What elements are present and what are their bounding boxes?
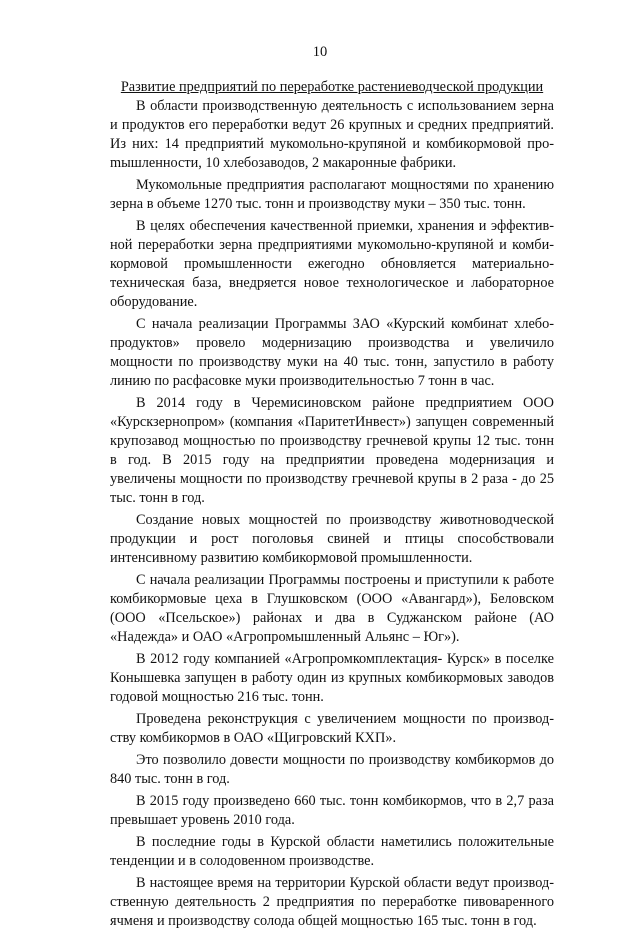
paragraph-buckwheat-plant: В 2014 году в Черемисиновском районе предприятием ООО «Курскзернопром» (компания «ПаритетИнвест») запущен современный крупозавод мощностью по производству гречневой крупы 12 тыс. тонн в год. В 2015 году на предприятии проведена модернизация и увеличены мощности по производству гречневой крупы в 2 раза - до 25 тыс. тонн в год.	[110, 395, 554, 506]
document-body	[110, 78, 554, 934]
paragraph-shchigry-reconstruction: Проведена реконструкция с увеличением мощности по производству комбикормов в ОАО «Щигровский КХП».	[110, 711, 554, 746]
section-title: Развитие предприятий по переработке растениеводческой продукции	[120, 79, 544, 95]
paragraph-mill-capacity: Мукомольные предприятия располагают мощностями по хранению зерна в объеме 1270 тыс. тонн и производству муки – 350 тыс. тонн.	[110, 177, 554, 212]
page-number: 10	[312, 44, 328, 60]
paragraph-feed-output-2015: В 2015 году произведено 660 тыс. тонн комбикормов, что в 2,7 раза превышает уровень 2010 года.	[110, 793, 554, 828]
paragraph-feed-capacity: Это позволило довести мощности по производству комбикормов до 840 тыс. тонн в год.	[110, 752, 554, 787]
paragraph-kursk-bread-plant: С начала реализации Программы ЗАО «Курский комбинат хлебопродуктов» провело модернизацию производства и увеличило мощности по производству муки на 40 тыс. тонн, запустило в работу линию по расфасовке муки производительностью 7 тонн в час.	[110, 316, 554, 389]
paragraph-equipment-renewal: В целях обеспечения качественной приемки, хранения и эффективной переработки зерна предприятиями мукомольно-крупяной и комбикормовой промышленности ежегодно обновляется материально-техническая база, внедряется новое технологическое и лабораторное оборудование.	[110, 218, 554, 310]
paragraph-feed-workshops: С начала реализации Программы построены и приступили к работе комбикормовые цеха в Глушковском (ООО «Авангард»), Беловском (ООО «Псельское») районах и два в Суджанском районе (АО «Надежда» и ОАО «Агропромышленный Альянс – Юг»).	[110, 572, 554, 645]
paragraph-feed-industry-growth: Создание новых мощностей по производству животноводческой продукции и рост поголовья свиней и птицы способствовали интенсивному развитию комбикормовой промышленности.	[110, 512, 554, 566]
paragraph-malt-trends: В последние годы в Курской области наметились положительные тенденции и в солодовенном производстве.	[110, 834, 554, 869]
paragraph-konyshevka-plant: В 2012 году компанией «Агропромкомплектация- Курск» в поселке Конышевка запущен в работу один из крупных комбикормовых заводов годовой мощностью 216 тыс. тонн.	[110, 651, 554, 705]
paragraph-malt-enterprises: В настоящее время на территории Курской области ведут производственную деятельность 2 предприятия по переработке пивоваренного ячменя и производству солода общей мощностью 165 тыс. тонн в год.	[110, 875, 554, 929]
paragraph-grain-processing-overview: В области производственную деятельность с использованием зерна и продуктов его переработки ведут 26 крупных и средних предприятий. Из них: 14 предприятий мукомольно-крупяной и комбикормовой проmышленности, 10 хлебозаводов, 2 макаронные фабрики.	[110, 98, 554, 171]
